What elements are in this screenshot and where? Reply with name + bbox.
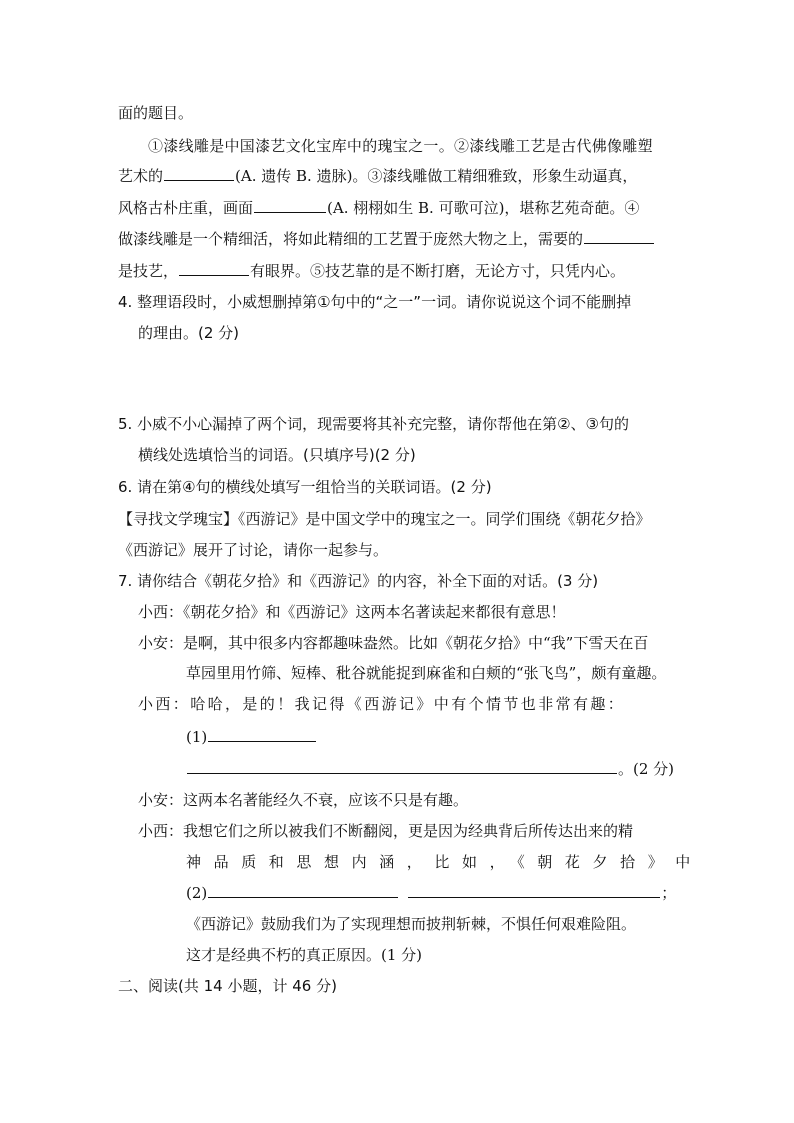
question-4-cont: 的理由。(2 分) — [138, 324, 240, 342]
answer-number: (2) — [186, 884, 208, 902]
answer-line — [186, 882, 676, 904]
question-6: 6. 请在第④句的横线处填写一组恰当的关联词语。(2 分) — [118, 478, 492, 496]
fill-blank[interactable] — [254, 197, 326, 213]
question-4: 4. 整理语段时，小威想删掉第①句中的“之一”一词。请你说说这个词不能删掉 — [118, 293, 632, 311]
passage-line — [118, 260, 625, 282]
passage-text: (A. 遗传 B. 遗脉)。③漆线雕做工精细雅致，形象生动逼真， — [235, 167, 638, 185]
answer-number: (1) — [186, 728, 208, 746]
passage-text: 做漆线雕是一个精细活，将如此精细的工艺置于庞然大物之上，需要的 — [118, 230, 584, 248]
passage-line — [118, 165, 637, 187]
answer-blank[interactable] — [187, 758, 617, 774]
dialogue-line: 神品质和思想内涵，比如，《朝花夕拾》中 — [186, 853, 703, 871]
answer-line — [186, 726, 317, 748]
dialogue-line: 这才是经典不朽的真正原因。(1 分) — [186, 946, 423, 964]
passage-text: 是技艺， — [118, 262, 179, 280]
passage-text: (A. 栩栩如生 B. 可歌可泣)，堪称艺苑奇葩。④ — [327, 199, 640, 217]
text-line: 面的题目。 — [118, 104, 194, 122]
passage-line — [118, 197, 639, 219]
fill-blank[interactable] — [179, 260, 249, 276]
passage-text: 有眼界。⑤技艺靠的是不断打磨，无论方寸，只凭内心。 — [250, 262, 626, 280]
answer-line — [186, 758, 674, 780]
dialogue-line: 《西游记》鼓励我们为了实现理想而披荆斩棘，不惧任何艰难险阻。 — [186, 915, 637, 933]
question-5-cont: 横线处选填恰当的词语。(只填序号)(2 分) — [138, 446, 416, 464]
dialogue-line: 草园里用竹筛、短棒、秕谷就能捉到麻雀和白颊的“张飞鸟”，颇有童趣。 — [186, 664, 667, 682]
fill-blank[interactable] — [164, 165, 234, 181]
section-intro-cont: 《西游记》展开了讨论，请你一起参与。 — [118, 541, 389, 559]
section-heading: 二、阅读(共 14 小题，计 46 分) — [118, 977, 337, 995]
dialogue-line: 小西：我想它们之所以被我们不断翻阅，更是因为经典背后所传达出来的精 — [138, 822, 634, 840]
answer-blank[interactable] — [408, 882, 660, 898]
passage-text: 艺术的 — [118, 167, 164, 185]
question-5: 5. 小威不小心漏掉了两个词，现需要将其补充完整，请你帮他在第②、③句的 — [118, 415, 629, 433]
dialogue-line: 小安：这两本名著能经久不衰，应该不只是有趣。 — [138, 791, 469, 809]
question-7: 7. 请你结合《朝花夕拾》和《西游记》的内容，补全下面的对话。(3 分) — [118, 572, 599, 590]
punctuation: ； — [661, 884, 677, 902]
answer-blank[interactable] — [208, 726, 316, 742]
dialogue-line: 小西：哈哈，是的！我记得《西游记》中有个情节也非常有趣： — [138, 695, 626, 713]
answer-blank[interactable] — [208, 882, 398, 898]
passage-line: ①漆线雕是中国漆艺文化宝库中的瑰宝之一。②漆线雕工艺是古代佛像雕塑 — [148, 137, 653, 155]
dialogue-line: 小安：是啊，其中很多内容都趣味盎然。比如《朝花夕拾》中“我”下雪天在百 — [138, 634, 649, 652]
score-note: 。(2 分) — [618, 760, 675, 778]
passage-text: 风格古朴庄重，画面 — [118, 199, 254, 217]
section-intro: 【寻找文学瑰宝】《西游记》是中国文学中的瑰宝之一。同学们围绕《朝花夕拾》 — [118, 510, 651, 528]
fill-blank[interactable] — [584, 228, 654, 244]
dialogue-line: 小西：《朝花夕拾》和《西游记》这两本名著读起来都很有意思！ — [138, 603, 566, 621]
passage-line — [118, 228, 655, 250]
